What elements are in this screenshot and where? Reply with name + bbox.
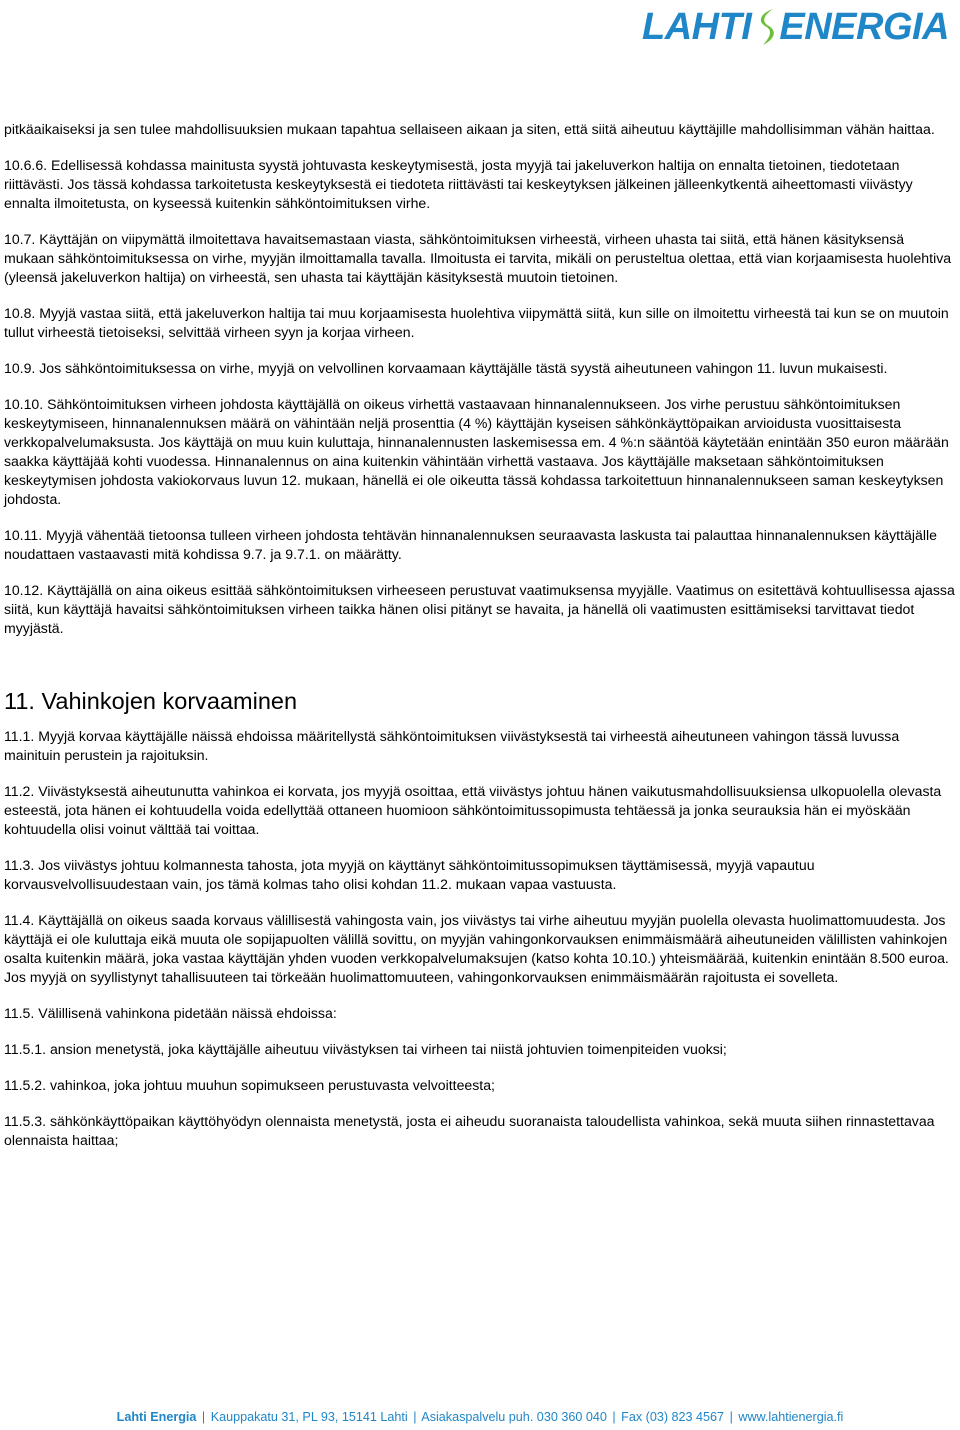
paragraph: 10.12. Käyttäjällä on aina oikeus esittää sähköntoimituksen virheeseen perustuvat vaatimuksensa myyjälle. Vaatimus on esitettävä kohtuullisessa ajassa siitä, kun käyttäjä havaitsi sähköntoimituksen virheen taikka hänen olisi pitänyt se havaita, ja hänellä oli vaatimusten esittämiseksi tarvittavat tiedot myyjästä. — [4, 582, 955, 636]
footer-brand: Lahti Energia — [116, 1410, 197, 1424]
paragraph: 11.1. Myyjä korvaa käyttäjälle näissä ehdoissa määritellystä sähköntoimituksen viivästyksestä tai virheestä aiheutuneen vahingon tässä luvussa mainituin perustein ja rajoituksin. — [4, 728, 900, 763]
leaf-icon — [755, 7, 777, 47]
lahti-energia-logo — [642, 4, 954, 50]
footer-separator: | — [413, 1410, 417, 1424]
footer-address: Kauppakatu 31, PL 93, 15141 Lahti — [210, 1410, 408, 1424]
footer-website-link[interactable]: www.lahtienergia.fi — [738, 1410, 844, 1424]
paragraph: 11.2. Viivästyksestä aiheutunutta vahinkoa ei korvata, jos myyjä osoittaa, että viivästys johtuu hänen vaikutusmahdollisuuksiensa ulkopuolella olevasta esteestä, jota hänen ei kohtuudella voida edellyttää ottaneen huomioon sähköntoimitussopimusta tehtäessä ja jonka seurauksia hän ei myöskään kohtuudella olisi voinut välttää tai voittaa. — [4, 783, 942, 837]
footer-separator: | — [201, 1410, 206, 1424]
paragraph: 11.5.3. sähkönkäyttöpaikan käyttöhyödyn olennaista menetystä, josta ei aiheudu suoranaista taloudellista vahinkoa, sekä muuta siihen rinnastettavaa olennaista haittaa; — [4, 1113, 935, 1148]
paragraph: 10.9. Jos sähköntoimituksessa on virhe, myyjä on velvollinen korvaamaan käyttäjälle tästä syystä aiheutuneen vahingon 11. luvun mukaisesti. — [4, 360, 888, 376]
section-heading: 11. Vahinkojen korvaaminen — [4, 688, 298, 714]
paragraph: 10.11. Myyjä vähentää tietoonsa tulleen virheen johdosta tehtävän hinnanalennuksen seuraavasta laskusta tai palauttaa hinnanalennuksen käyttäjälle noudattaen vastaavasti mitä kohdissa 9.7. ja 9.7.1. on määrätty. — [4, 527, 937, 562]
paragraph: 11.5. Välillisenä vahinkona pidetään näissä ehdoissa: — [4, 1005, 337, 1021]
logo-text-energia: ENERGIA — [779, 6, 950, 48]
paragraph: 10.7. Käyttäjän on viipymättä ilmoitettava havaitsemastaan viasta, sähköntoimituksen virheestä, virheen uhasta tai siitä, että hänen käsityksensä mukaan sähköntoimituksessa on virhe, myyjän ilmoittamalla tavalla. Ilmoitusta ei tarvita, mikäli on perusteltua olettaa, että vian korjaamisesta huolehtiva (yleensä jakeluverkon haltija) on virheestä, sen uhasta tai käyttäjän käsityksestä muutoin tietoinen. — [4, 231, 952, 285]
logo-text-lahti: LAHTI — [642, 6, 752, 48]
paragraph: pitkäaikaiseksi ja sen tulee mahdollisuuksien mukaan tapahtua sellaiseen aikaan ja siten, että siitä aiheutuu käyttäjille mahdollisimman vähän haittaa. — [4, 121, 935, 137]
paragraph: 11.4. Käyttäjällä on oikeus saada korvaus välillisestä vahingosta vain, jos viivästys tai virhe aiheutuu myyjän puolella olevasta huolimattomuudesta. Jos käyttäjä ei ole kuluttaja eikä muuta ole sopijapuolten välillä sovittu, on myyjän vahingonkorvauksen enimmäismäärä aiheutuneiden välillisten vahinkojen osalta kuitenkin määrä, joka vastaa käyttäjän yhden vuoden verkkopalvelumaksujen (katso kohta 10.10.) yhteismäärää, kuitenkin enintään 8.500 euroa. Jos myyjä on syyllistynyt tahallisuuteen tai törkeään huolimattomuuteen, vahingonkorvauksen enimmäismäärän rajoitusta ei sovelleta. — [4, 912, 949, 985]
footer-fax: Fax (03) 823 4567 — [621, 1410, 725, 1424]
document-body — [4, 120, 956, 1167]
paragraph: 10.10. Sähköntoimituksen virheen johdosta käyttäjällä on oikeus virhettä vastaavaan hinnanalennukseen. Jos virhe perustuu sähköntoimituksen keskeytymiseen, hinnanalennuksen määrä on vähintään neljä prosenttia (4 %) käyttäjän kyseisen sähkönkäyttöpaikan arvioidusta vuosittaisesta verkkopalvelumaksusta. Jos käyttäjä on muu kuin kuluttaja, hinnanalennusten laskemisessa em. 4 %:n sääntöä käytetään enintään 350 euron määrään saakka käyttäjää kohti vuodessa. Hinnanalennus on aina kuitenkin vähintään virhettä vastaava. Jos käyttäjälle maksetaan sähköntoimituksen keskeytymisen johdosta vakiokorvaus luvun 12. mukaan, hänellä ei ole oikeutta tässä kohdassa tarkoitettuun hinnanalennukseen saman keskeytyksen johdosta. — [4, 396, 949, 507]
footer-separator: | — [729, 1410, 733, 1424]
paragraph: 10.8. Myyjä vastaa siitä, että jakeluverkon haltija tai muu korjaamisesta huolehtiva viipymättä siitä, kun sille on ilmoitettu virheestä tai kun se on muutoin tullut virheestä tietoiseksi, selvittää virheen syyn ja korjaa virheen. — [4, 305, 949, 340]
footer-separator: | — [612, 1410, 616, 1424]
paragraph: 11.3. Jos viivästys johtuu kolmannesta tahosta, jota myyjä on käyttänyt sähköntoimitussopimuksen täyttämisessä, myyjä vapautuu korvausvelvollisuudestaan vain, jos tämä kolmas taho olisi kohdan 11.2. mukaan vapaa vastuusta. — [4, 857, 815, 892]
page-footer — [0, 1409, 960, 1425]
paragraph: 11.5.2. vahinkoa, joka johtuu muuhun sopimukseen perustuvasta velvoitteesta; — [4, 1077, 495, 1093]
paragraph: 11.5.1. ansion menetystä, joka käyttäjälle aiheutuu viivästyksen tai virheen tai niistä johtuvien toimenpiteiden vuoksi; — [4, 1041, 727, 1057]
paragraph: 10.6.6. Edellisessä kohdassa mainitusta syystä johtuvasta keskeytymisestä, josta myyjä tai jakeluverkon haltija on ennalta tietoinen, tiedotetaan riittävästi. Jos tässä kohdassa tarkoitetusta keskeytyksestä ei tiedoteta riittävästi tai keskeytyksen jälkeinen jälleenkytkentä aiheettomasti viivästyy ennalta ilmoitetusta, on kyseessä kuitenkin sähköntoimituksen virhe. — [4, 157, 913, 211]
footer-service-phone: Asiakaspalvelu puh. 030 360 040 — [421, 1410, 607, 1424]
